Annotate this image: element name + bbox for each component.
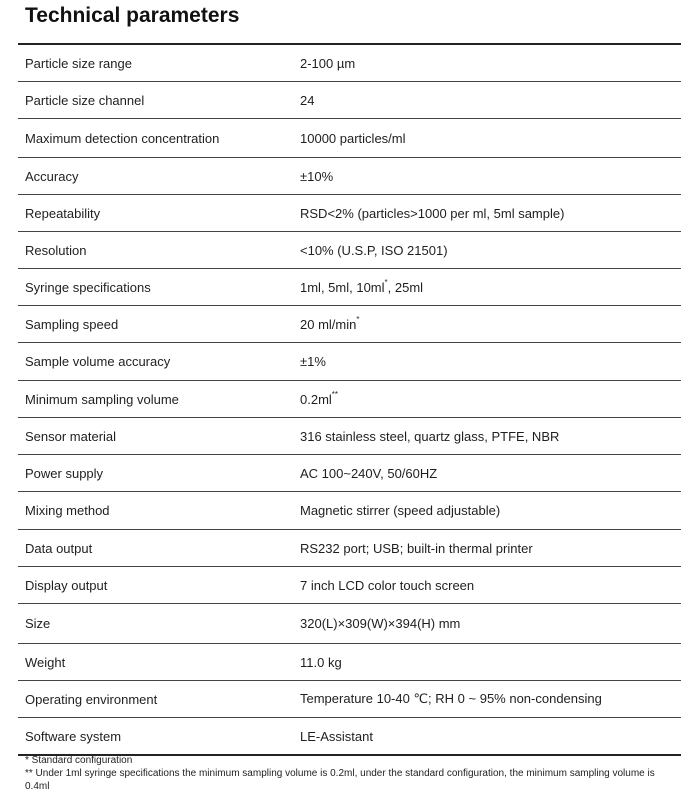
param-value bbox=[293, 389, 681, 407]
param-value: <10% (U.S.P, ISO 21501) bbox=[300, 242, 448, 258]
param-value: 320(L)×309(W)×394(H) mm bbox=[300, 616, 461, 631]
table-row bbox=[18, 306, 681, 343]
param-label: Weight bbox=[25, 654, 66, 670]
footnotes bbox=[25, 754, 675, 793]
param-label: Data output bbox=[25, 540, 93, 556]
parameters-table bbox=[18, 43, 681, 756]
param-value: 316 stainless steel, quartz glass, PTFE, NBR bbox=[300, 428, 560, 444]
param-label: Particle size channel bbox=[25, 92, 145, 108]
param-label: Resolution bbox=[25, 242, 87, 258]
param-label: Syringe specifications bbox=[25, 279, 151, 295]
table-row bbox=[18, 530, 681, 567]
value-text: 0.2ml bbox=[300, 391, 332, 407]
table-row bbox=[18, 567, 681, 604]
param-value: Magnetic stirrer (speed adjustable) bbox=[300, 503, 501, 518]
param-label: Sample volume accuracy bbox=[25, 354, 171, 369]
page-title: Technical parameters bbox=[25, 4, 240, 27]
param-value: RSD<2% (particles>1000 per ml, 5ml sample) bbox=[300, 205, 565, 221]
footnote-marker: * bbox=[384, 277, 388, 287]
param-label: Display output bbox=[25, 577, 108, 593]
table-row bbox=[18, 119, 681, 158]
table-row bbox=[18, 82, 681, 119]
param-label: Power supply bbox=[25, 465, 104, 481]
param-label: Software system bbox=[25, 728, 122, 744]
param-label: Repeatability bbox=[25, 205, 101, 221]
table-row bbox=[18, 418, 681, 455]
value-text: 1ml, 5ml, 10ml bbox=[300, 279, 385, 295]
value-text: 20 ml/min bbox=[300, 316, 357, 332]
param-label: Sensor material bbox=[25, 428, 117, 444]
table-row bbox=[18, 492, 681, 530]
table-row bbox=[18, 343, 681, 381]
param-value: AC 100~240V, 50/60HZ bbox=[300, 465, 438, 481]
param-label: Particle size range bbox=[25, 55, 132, 71]
footnote-marker: ** bbox=[331, 389, 339, 399]
table-row bbox=[18, 381, 681, 418]
param-label: Mixing method bbox=[25, 503, 110, 518]
param-value: 10000 particles/ml bbox=[300, 130, 406, 146]
table-row bbox=[18, 718, 681, 756]
param-value: 2-100 µm bbox=[300, 55, 356, 71]
param-value: LE-Assistant bbox=[300, 728, 373, 744]
value-text: , 25ml bbox=[387, 279, 424, 295]
param-value: 24 bbox=[300, 92, 315, 108]
table-row bbox=[18, 232, 681, 269]
table-row bbox=[18, 158, 681, 195]
footnote-min-volume: ** Under 1ml syringe specifications the minimum sampling volume is 0.2ml, under the standard configuration, the minimum sampling volume is 0.4ml bbox=[25, 768, 655, 792]
table-row bbox=[18, 681, 681, 718]
param-value: ±1% bbox=[300, 354, 326, 369]
param-label: Accuracy bbox=[25, 168, 79, 184]
table-row bbox=[18, 195, 681, 232]
param-label: Operating environment bbox=[25, 691, 158, 707]
footnote-marker: * bbox=[356, 314, 360, 324]
param-value bbox=[293, 314, 681, 332]
param-value bbox=[293, 277, 681, 295]
table-row bbox=[18, 644, 681, 681]
param-value: ±10% bbox=[300, 168, 334, 184]
table-row bbox=[18, 455, 681, 492]
table-row bbox=[18, 45, 681, 82]
table-row bbox=[18, 604, 681, 644]
table-row bbox=[18, 269, 681, 306]
footnote-standard-config: * Standard configuration bbox=[25, 755, 133, 766]
param-label: Maximum detection concentration bbox=[25, 130, 220, 146]
param-label: Size bbox=[25, 616, 51, 631]
param-value: 7 inch LCD color touch screen bbox=[300, 577, 475, 593]
param-label: Sampling speed bbox=[25, 316, 119, 332]
param-label: Minimum sampling volume bbox=[25, 391, 179, 407]
param-value: Temperature 10-40 ℃; RH 0 ~ 95% non-condensing bbox=[300, 691, 602, 706]
param-value: 11.0 kg bbox=[300, 654, 342, 670]
param-value: RS232 port; USB; built-in thermal printer bbox=[300, 540, 533, 556]
